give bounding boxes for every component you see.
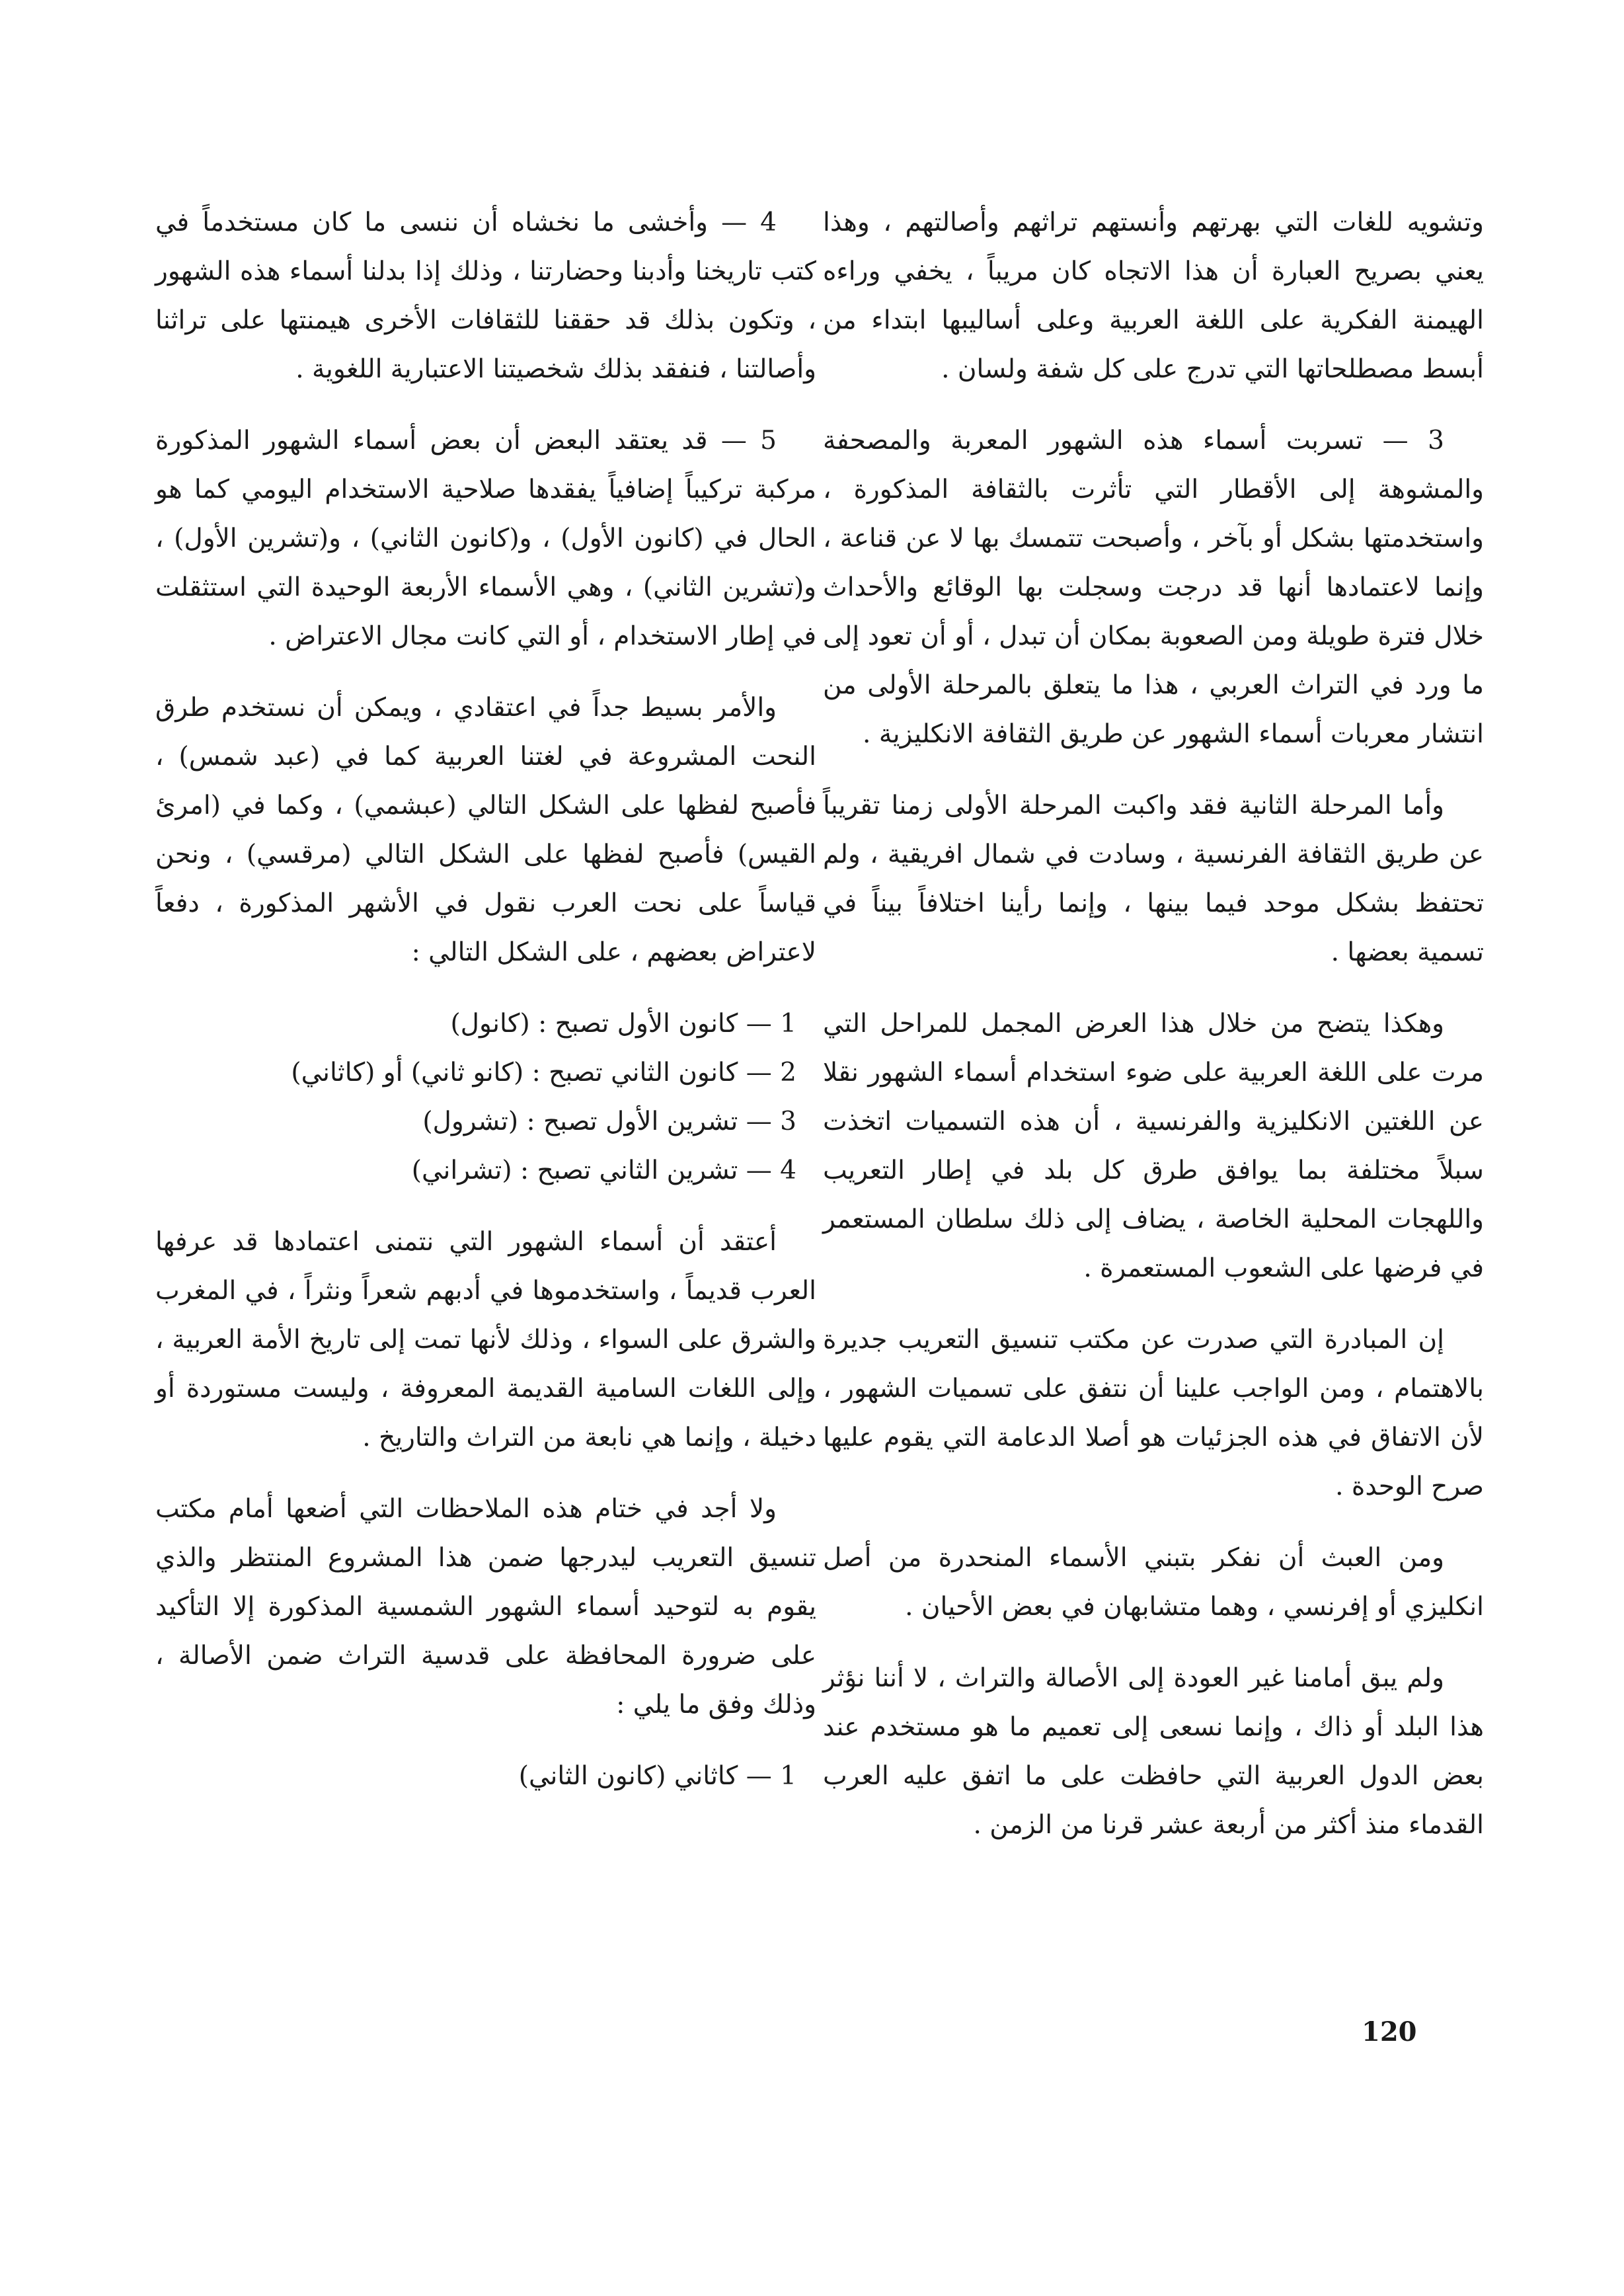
paragraph: 4 — وأخشى ما نخشاه أن ننسى ما كان مستخدماً في كتب تاريخنا وأدبنا وحضارتنا ، وذلك إذا بدلنا أسماء هذه الشهور ، وتكون بذلك قد حققنا للثقافات الأخرى هيمنتها على تراثنا وأصالتنا ، فنفقد بذلك شخصيتنا الاعتبارية اللغوية . [155, 208, 816, 384]
paragraph: وأما المرحلة الثانية فقد واكبت المرحلة الأولى زمنا تقريباً عن طريق الثقافة الفرنسية ، وسادت في شمال افريقية ، ولم تحتفظ بشكل موحد فيما بينها ، وإنما رأينا اختلافاً بيناً في تسمية بعضها . [823, 791, 1484, 967]
left-column [155, 198, 816, 1823]
page-number: 120 [1362, 2016, 1417, 2047]
paragraph: ولا أجد في ختام هذه الملاحظات التي أضعها أمام مكتب تنسيق التعريب ليدرجها ضمن هذا المشروع المنتظر والذي يقوم به لتوحيد أسماء الشهور الشمسية المذكورة إلا التأكيد على ضرورة المحافظة على قدسية التراث ضمن الأصالة ، وذلك وفق ما يلي : [155, 1494, 816, 1720]
list-item: 2 — كانون الثاني تصبح : (كانو ثاني) أو (كاثاني) [291, 1058, 796, 1088]
month-list [155, 1752, 816, 1801]
paragraph: وهكذا يتضح من خلال هذا العرض المجمل للمراحل التي مرت على اللغة العربية على ضوء استخدام أسماء الشهور نقلا عن اللغتين الانكليزية والفرنسية ، أن هذه التسميات اتخذت سبلاً مختلفة بما يوافق طرق كل بلد في إطار التعريب واللهجات المحلية الخاصة ، يضاف إلى ذلك سلطان المستعمر في فرضها على الشعوب المستعمرة . [823, 1009, 1484, 1283]
paragraph: 5 — قد يعتقد البعض أن بعض أسماء الشهور المذكورة مركبة تركيباً إضافياً يفقدها صلاحية الاستخدام اليومي كما هو الحال في (كانون الأول) ، و(كانون الثاني) ، و(تشرين الأول) ، و(تشرين الثاني) ، وهي الأسماء الأربعة الوحيدة التي استثقلت في إطار الاستخدام ، أو التي كانت مجال الاعتراض . [155, 426, 816, 651]
month-list [155, 1000, 816, 1195]
paragraph: والأمر بسيط جداً في اعتقادي ، ويمكن أن نستخدم طرق النحت المشروعة في لغتنا العربية كما في (عبد شمس) ، فأصبح لفظها على الشكل التالي (عبشمي) ، وكما في (امرئ القيس) فأصبح لفظها على الشكل التالي (مرقسي) ، ونحن قياساً على نحت العرب نقول في الأشهر المذكورة ، دفعاً لاعتراض بعضهم ، على الشكل التالي : [155, 693, 816, 967]
paragraph: أعتقد أن أسماء الشهور التي نتمنى اعتمادها قد عرفها العرب قديماً ، واستخدموها في أدبهم شعراً ونثراً ، في المغرب والشرق على السواء ، وذلك لأنها تمت إلى تاريخ الأمة العربية ، وإلى اللغات السامية القديمة المعروفة ، وليست مستوردة أو دخيلة ، وإنما هي نابعة من التراث والتاريخ . [155, 1227, 816, 1452]
list-item: 1 — كاثاني (كانون الثاني) [518, 1761, 796, 1791]
list-item: 1 — كانون الأول تصبح : (كانول) [450, 1009, 796, 1039]
paragraph: وتشويه للغات التي بهرتهم وأنستهم تراثهم وأصالتهم ، وهذا يعني بصريح العبارة أن هذا الاتجاه كان مريباً ، يخفي وراءه الهيمنة الفكرية على اللغة العربية وعلى أساليبها ابتداء من أبسط مصطلحاتها التي تدرج على كل شفة ولسان . [823, 208, 1484, 384]
list-item: 4 — تشرين الثاني تصبح : (تشراني) [411, 1156, 796, 1185]
paragraph: 3 — تسربت أسماء هذه الشهور المعربة والمصحفة والمشوهة إلى الأقطار التي تأثرت بالثقافة المذكورة ، واستخدمتها بشكل أو بآخر ، وأصبحت تتمسك بها لا عن قناعة ، وإنما لاعتمادها أنها قد درجت وسجلت بها الوقائع والأحداث خلال فترة طويلة ومن الصعوبة بمكان أن تبدل ، أو أن تعود إلى ما ورد في التراث العربي ، هذا ما يتعلق بالمرحلة الأولى من انتشار معربات أسماء الشهور عن طريق الثقافة الانكليزية . [823, 426, 1484, 749]
paragraph: ومن العبث أن نفكر بتبني الأسماء المنحدرة من أصل انكليزي أو إفرنسي ، وهما متشابهان في بعض الأحيان . [823, 1543, 1484, 1622]
list-item: 3 — تشرين الأول تصبح : (تشرول) [422, 1107, 796, 1136]
paragraph: إن المبادرة التي صدرت عن مكتب تنسيق التعريب جديرة بالاهتمام ، ومن الواجب علينا أن نتفق على تسميات الشهور ، لأن الاتفاق في هذه الجزئيات هو أصلا الدعامة التي يقوم عليها صرح الوحدة . [823, 1325, 1484, 1501]
paragraph: ولم يبق أمامنا غير العودة إلى الأصالة والتراث ، لا أننا نؤثر هذا البلد أو ذاك ، وإنما نسعى إلى تعميم ما هو مستخدم عند بعض الدول العربية التي حافظت على ما اتفق عليه العرب القدماء منذ أكثر من أربعة عشر قرنا من الزمن . [823, 1663, 1484, 1840]
right-column [823, 198, 1484, 1872]
